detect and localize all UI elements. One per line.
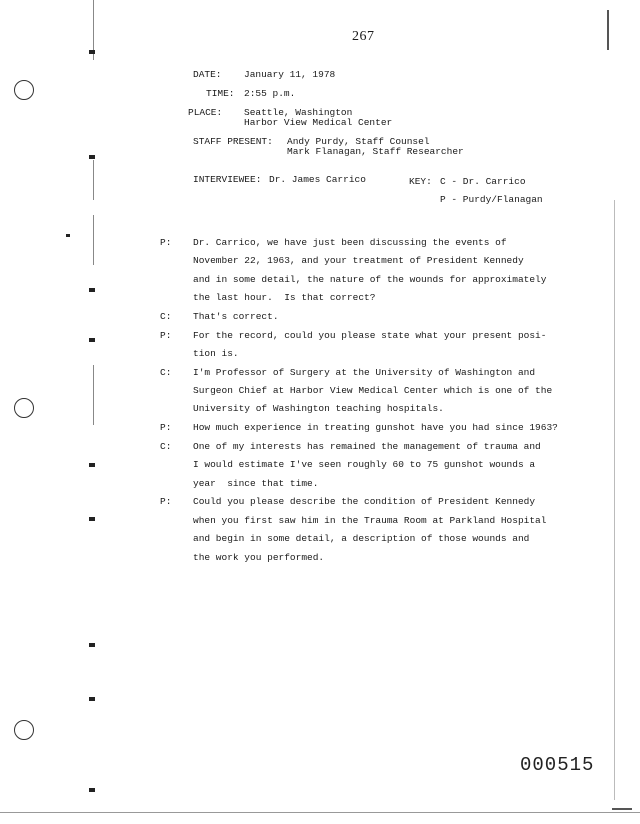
date-label: DATE: [193, 69, 222, 80]
transcript-line: the work you performed. [193, 552, 325, 563]
transcript-line: and in some detail, the nature of the wounds for approximately [193, 274, 547, 285]
scan-margin-line [93, 215, 94, 265]
transcript-line: That's correct. [193, 311, 279, 322]
scan-bottom-edge [0, 812, 640, 813]
place-label: PLACE: [188, 107, 223, 118]
transcript-line: year since that time. [193, 478, 319, 489]
binder-hole [14, 720, 34, 740]
staff-line-1: Andy Purdy, Staff Counsel [287, 136, 430, 147]
speaker-label: C: [160, 311, 172, 322]
transcript-line: when you first saw him in the Trauma Room at Parkland Hospital [193, 515, 547, 526]
scan-speck [89, 643, 95, 647]
speaker-label: C: [160, 441, 172, 452]
scan-speck [89, 517, 95, 521]
scan-right-edge [607, 10, 609, 50]
speaker-label: P: [160, 496, 172, 507]
scan-speck [89, 338, 95, 342]
transcript-line: I'm Professor of Surgery at the University of Washington and [193, 367, 536, 378]
transcript-line: the last hour. Is that correct? [193, 292, 376, 303]
transcript-line: One of my interests has remained the management of trauma and [193, 441, 541, 452]
speaker-label: P: [160, 330, 172, 341]
scan-right-edge [614, 200, 615, 800]
page-number: 267 [352, 29, 375, 44]
staff-line-2: Mark Flanagan, Staff Researcher [287, 146, 464, 157]
time-label: TIME: [206, 88, 235, 99]
scan-margin-line [93, 160, 94, 200]
date-value: January 11, 1978 [244, 69, 336, 80]
transcript-line: Could you please describe the condition of President Kennedy [193, 496, 536, 507]
transcript-line: I would estimate I've seen roughly 60 to 75 gunshot wounds a [193, 459, 536, 470]
scan-speck [89, 288, 95, 292]
staff-label: STAFF PRESENT: [193, 136, 273, 147]
transcript-line: November 22, 1963, and your treatment of President Kennedy [193, 255, 524, 266]
scan-margin-line [93, 365, 94, 425]
key-line-2: P - Purdy/Flanagan [440, 194, 543, 205]
transcript-line: tion is. [193, 348, 239, 359]
transcript-line: University of Washington teaching hospitals. [193, 403, 444, 414]
speaker-label: P: [160, 237, 172, 248]
time-value: 2:55 p.m. [244, 88, 296, 99]
place-line-2: Harbor View Medical Center [244, 117, 393, 128]
transcript-line: Dr. Carrico, we have just been discussing the events of [193, 237, 507, 248]
scan-speck [89, 50, 95, 54]
key-label: KEY: [409, 176, 432, 187]
interviewee-value: Dr. James Carrico [269, 174, 366, 185]
transcript-line: For the record, could you please state what your present posi- [193, 330, 547, 341]
speaker-label: P: [160, 422, 172, 433]
interviewee-label: INTERVIEWEE: [193, 174, 262, 185]
scan-speck [89, 697, 95, 701]
scan-speck [66, 234, 70, 237]
transcript-line: and begin in some detail, a description of those wounds and [193, 533, 530, 544]
transcript-line: Surgeon Chief at Harbor View Medical Center which is one of the [193, 385, 553, 396]
scan-right-edge [612, 808, 632, 810]
key-line-1: C - Dr. Carrico [440, 176, 526, 187]
scan-speck [89, 463, 95, 467]
speaker-label: C: [160, 367, 172, 378]
place-line-1: Seattle, Washington [244, 107, 353, 118]
document-control-number: 000515 [520, 754, 595, 776]
binder-hole [14, 398, 34, 418]
binder-hole [14, 80, 34, 100]
scan-speck [89, 788, 95, 792]
scan-speck [89, 155, 95, 159]
transcript-line: How much experience in treating gunshot have you had since 1963? [193, 422, 558, 433]
